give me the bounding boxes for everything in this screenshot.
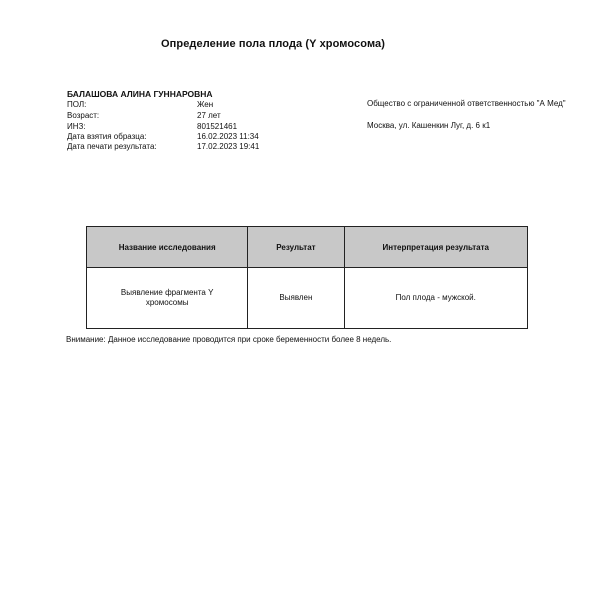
attention-note: Внимание: Данное исследование проводится при сроке беременности более 8 недель. — [66, 335, 392, 344]
results-table — [86, 226, 528, 329]
organization-name: Общество с ограниченной ответственностью "А Мед" — [367, 99, 566, 108]
test-name-text: Выявление фрагмента Y хромосомы — [120, 288, 214, 307]
cell-interpretation: Пол плода - мужской. — [344, 268, 528, 329]
patient-name: БАЛАШОВА АЛИНА ГУННАРОВНА — [67, 89, 213, 99]
field-value: 17.02.2023 19:41 — [197, 142, 260, 151]
field-value: Жен — [197, 100, 214, 109]
header-interpretation: Интерпретация результата — [344, 227, 528, 268]
organization-address: Москва, ул. Кашенкин Луг, д. 6 к1 — [367, 121, 491, 130]
header-test-name: Название исследования — [87, 227, 248, 268]
table-header-row — [87, 227, 528, 268]
table-row — [87, 268, 528, 329]
header-result: Результат — [248, 227, 344, 268]
field-value: 801521461 — [197, 122, 238, 131]
document-title: Определение пола плода (Y хромосома) — [160, 38, 386, 50]
cell-test-name — [87, 268, 248, 329]
field-label: Возраст: — [67, 111, 100, 120]
field-label: Дата печати результата: — [67, 142, 157, 151]
field-value: 27 лет — [197, 111, 221, 120]
field-label: ПОЛ: — [67, 100, 87, 109]
field-label: ИНЗ: — [67, 122, 86, 131]
field-value: 16.02.2023 11:34 — [197, 132, 259, 141]
field-label: Дата взятия образца: — [67, 132, 147, 141]
cell-result: Выявлен — [248, 268, 344, 329]
